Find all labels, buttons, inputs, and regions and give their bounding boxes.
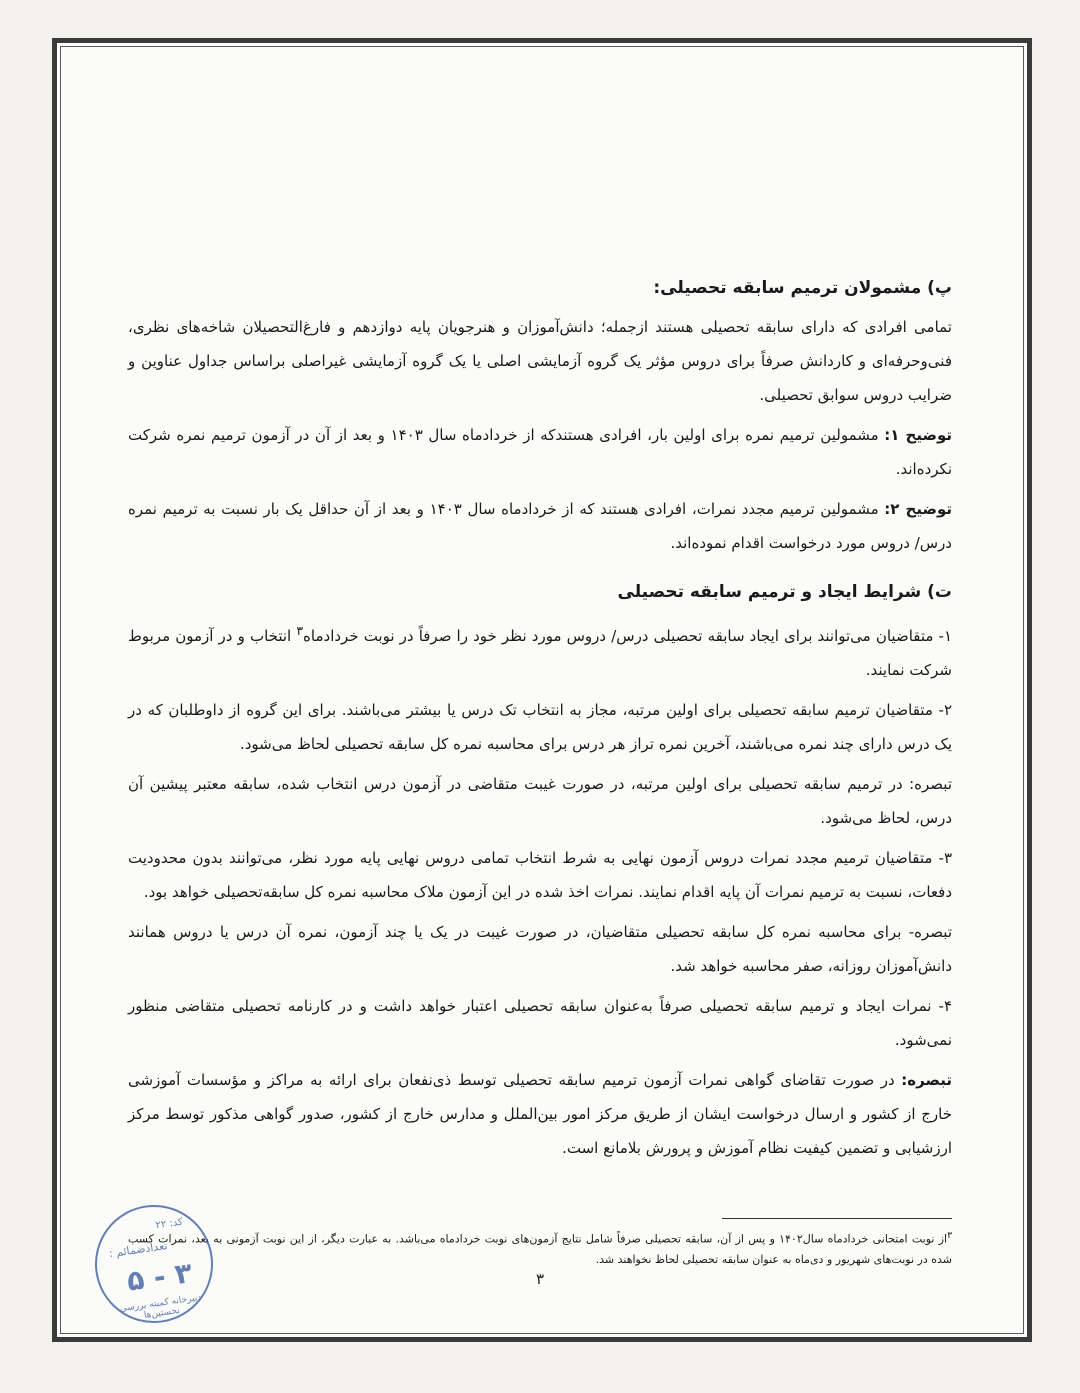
footnote-text: از نوبت امتحانی خردادماه سال۱۴۰۲ و پس از آن، سابقه تحصیلی صرفاً شامل نتایج آزمون‌های نوبت خردادماه می‌باشد. به عبارت دیگر، از این نوبت آزمونی به بعد، نمرات کسب شده در نوبت‌های شهریور و دی‌ماه به عنوان سابقه تحصیلی لحاظ نخواهند شد. <box>128 1232 952 1266</box>
section-p-heading: پ) مشمولان ترمیم سابقه تحصیلی: <box>653 278 952 298</box>
note1-label: توضیح ۱: <box>884 426 952 444</box>
note1-text: مشمولین ترمیم نمره برای اولین بار، افرادی هستندکه از خردادماه سال ۱۴۰۳ و بعد از آن در آزمون ترمیم نمره شرکت نکرده‌اند. <box>128 426 952 478</box>
section-t-note-a: تبصره: در ترمیم سابقه تحصیلی برای اولین مرتبه، در صورت غیبت متقاضی در آزمون درس انتخاب شده، سابقه معتبر پیشین آن درس، لحاظ می‌شود. <box>128 775 952 827</box>
section-t-item2: ۲- متقاضیان ترمیم سابقه تحصیلی برای اولین مرتبه، مجاز به انتخاب تک درس یا بیشتر می‌باشند. برای این گروه از داوطلبان که در یک درس دارای چند نمره می‌باشند، آخرین نمره تراز هر درس برای محاسبه نمره کل سابقه تحصیلی لحاظ می‌شود. <box>128 701 952 753</box>
note2-text: مشمولین ترمیم مجدد نمرات، افرادی هستند که از خردادماه سال ۱۴۰۳ و بعد از آن حداقل یک بار نسبت به ترمیم نمره درس/ دروس مورد درخواست اقدام نموده‌اند. <box>128 500 952 552</box>
page-number: ۳ <box>535 1270 545 1288</box>
section-t-note-b: تبصره- برای محاسبه نمره کل سابقه تحصیلی متقاضیان، در صورت غیبت در یک یا چند آزمون، نمره آن درس یا دروس همانند دانش‌آموزان روزانه، صفر محاسبه خواهد شد. <box>128 923 952 975</box>
section-t-note-c <box>128 1063 952 1165</box>
section-p-note1 <box>128 418 952 486</box>
section-t-heading: ت) شرایط ایجاد و ترمیم سابقه تحصیلی <box>617 582 952 602</box>
document-body <box>128 270 952 1171</box>
section-t-item4: ۴- نمرات ایجاد و ترمیم سابقه تحصیلی صرفاً به‌عنوان سابقه تحصیلی اعتبار خواهد داشت و در کارنامه تحصیلی متقاضی منظور نمی‌شود. <box>128 997 952 1049</box>
footnote-marker: ۳ <box>947 1230 953 1241</box>
section-p-note2 <box>128 492 952 560</box>
section-t-item3: ۳- متقاضیان ترمیم مجدد نمرات دروس آزمون نهایی به شرط انتخاب تمامی دروس نهایی پایه مورد نظر، می‌توانند بدون محدودیت دفعات، نسبت به ترمیم نمرات آن پایه اقدام نمایند. نمرات اخذ شده در این آزمون ملاک محاسبه نمره کل سابقه‌تحصیلی خواهد بود. <box>128 849 952 901</box>
footnote <box>128 1226 952 1270</box>
footnote-ref: ۳ <box>296 623 304 638</box>
note-c-text: در صورت تقاضای گواهی نمرات آزمون ترمیم سابقه تحصیلی توسط ذی‌نفعان برای ارائه به مراکز و مؤسسات آموزشی خارج از کشور و ارسال درخواست ایشان از طریق مرکز امور بین‌الملل و مدارس خارج از کشور، صدور گواهی مذکور توسط مرکز ارزشیابی و تضمین کیفیت نظام آموزش و پرورش بلامانع است. <box>128 1071 952 1157</box>
item1-part-b: انتخاب و در آزمون مربوط شرکت نمایند. <box>128 627 952 679</box>
item1-part-a: ۱- متقاضیان می‌توانند برای ایجاد سابقه تحصیلی درس/ دروس مورد نظر خود را صرفاً در نوبت خردادماه <box>303 627 952 645</box>
stamp-number: ۳ - ۵ <box>124 1255 195 1298</box>
section-p-intro: تمامی افرادی که دارای سابقه تحصیلی هستند ازجمله؛ دانش‌آموزان و هنرجویان پایه دوازدهم و فارغ‌التحصیلان شاخه‌های نظری، فنی‌وحرفه‌ای و کاردانش صرفاً برای دروس مؤثر یک گروه آزمایشی اصلی یا یک گروه آزمایشی غیراصلی براساس جداول عناوین و ضرایب دروس سوابق تحصیلی. <box>128 318 952 404</box>
stamp-code: کد: ۲۲ <box>154 1216 184 1232</box>
footnote-divider <box>722 1218 952 1219</box>
section-t-item1 <box>128 614 952 687</box>
note-c-label: تبصره: <box>901 1071 952 1089</box>
stamp-count-label: تعدادضمائم : <box>108 1239 169 1261</box>
stamp-ring-text: دبیرخانه کمیته بررسی نخستین‌ها <box>119 1292 202 1321</box>
note2-label: توضیح ۲: <box>884 500 952 518</box>
